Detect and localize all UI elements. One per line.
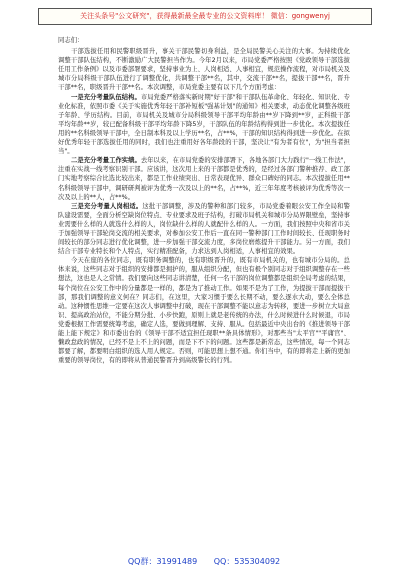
- section-performance-paragraph: [58, 156, 350, 201]
- section-heading: 二是充分考量工作实绩。: [71, 157, 141, 165]
- section-heading: 三是充分考量人岗相适。: [71, 202, 143, 210]
- promo-banner: 关注头条号"公文研究"，获得最新最全最专业的公文资料库！ 微信：gongwenyj: [38, 8, 372, 25]
- paragraph-text: 去年以来，在市局党委的安排部署下，各地各部门大力践行"一线工作法"，注重在实战一线考察识别干部。应该讲，这次用上来的干部都是优秀的，是经过各部门警种推荐、政工部门实地考察综合比选比较出来，都是工作业绩突出、日常表现优异、群众口碑好的同志。本次提拔任用**名科级领导干部中，调研研判被评为优秀一次及以上的**名，占**%，近三年年度考核被评为优秀等次一次及以上的**人，占**%。: [58, 157, 350, 201]
- salutation: 同志们：: [58, 37, 84, 44]
- qq-label: QQ：535304092: [213, 557, 281, 566]
- paragraph-text: 干部选拔任用和民警职级晋升，事关干部民警切身利益，是全局民警关心关注的大事。为持续优化调整干部队伍结构，不断激励广大民警担当作为。今年2月以来，市局党委严格按照《党政领导干部选拔任用工作条例》以及市委部署要求，坚持事业为上、人岗相适、人事相宜，规范操作流程，对市局机关及城市分局科级干部队伍进行了调整优化，共调整干部**名，其中，交流干部**名，提拔干部**名，晋升干部**名，职级晋升干部**名。本次调整，市局党委主要有以下几个方面考虑：: [58, 48, 350, 92]
- paragraph-text: 这批干部调整，涉及的警种和部门较多，市局党委着眼公安工作全局和警队建设需要，全面分析空缺岗位特点、专业要求及班子结构，打破市局机关和城市分局界限壁垒，坚持事业需要什么样的人就选什么样的人，岗位缺什么样的人就配什么样的人。一方面，我们按照中央和省市关于加强领导干部轮岗交流的相关要求，对参加公安工作后一直在同一警种部门工作时间较长、任现职务时间较长的部分同志进行优化调整，进一步加强干部交流力度，多岗位磨炼提升干部能力。另一方面，我们结合干部专业特长和个人特点，实行精准配备，力求达到人岗相适，人事相宜的效果。: [58, 202, 350, 256]
- qq-group-label: QQ群：31991489: [127, 557, 198, 566]
- section-fit-paragraph: [58, 202, 350, 257]
- contact-footer: [0, 556, 408, 567]
- section-heading: 一是充分考量队伍结构。: [71, 93, 141, 101]
- paragraph-text: 今天在座的各位同志，既有职务调整的，也有职级晋升的，既有市局机关的，也有城市分局的。总体来说，这些同志对于组织的安排都是拥护的，服从组织分配，但也有极个别同志对于组织调整存在一些想法，这也是人之常情。我们要向这些同志讲清楚，任何一名干部的岗位调整都是组织全局考虑的结果，每个岗位在公安工作中的分量都是一样的，都是为了推动工作。如果不是为了工作，为提拔干部而提拔干部，那我们调整的意义何在？同志们，在这里，大家习惯于要么长期不动，要么逐水大动，要么全体总动。这种惯性思维一定要在这次人事调整中打破，现在干部调整不能以意志为转移，要进一步树立大局意识、提高政治站位，不能分期分批、小步快跑，原则上就是老传统的办法，什么时候进什么时候退，市局党委根据工作需要统筹考虑，确定人选，要做到理解、支持、服从。包括最近中央出台的《推进领导干部能上能下规定》和市委出台的《领导干部不适宜担任现职**条具体情形》，对那些当"太平官""平庸官"、懒政怠政的情况，已经不是上不上的问题，而是下不下的问题。这些都是新常态，这些情况，每一个同志都要了解，都要明白组织的选人用人规定。否则，可能思想上想不通。你们当中，有的即将走上新的更加重要的领导岗位，有的即将从普通民警晋升到高级警长的行列。: [58, 257, 350, 365]
- intro-paragraph: [58, 47, 350, 92]
- paragraph-text: 市局党委严格落实新时期"好干部"和干部队伍革命化、年轻化、知识化、专业化标准，依照市委《关于实施优秀年轻干部补短板"强基计划"的通知》相关要求，动态优化调整各级班子年龄、学历结构。目前，市局机关及城市分局科级领导干部平均年龄由**岁下降到**岁，正科级干部平均年龄**岁，较已配备科级干部平均年龄下降5岁，干部队伍的年龄结构得到进一步优化。本次提拔任用的**名科级领导干部中，全日制本科及以上学历**名，占**%，干部的知识结构得到进一步优化。在拟好优秀年轻干部选拔任用的同时，我们也注重用好各年龄段的干部，坚决让"有为者有位"，为"担当者担当"。: [58, 93, 350, 156]
- closing-paragraph: [58, 256, 350, 365]
- document-body: [58, 36, 350, 544]
- section-structure-paragraph: [58, 93, 350, 157]
